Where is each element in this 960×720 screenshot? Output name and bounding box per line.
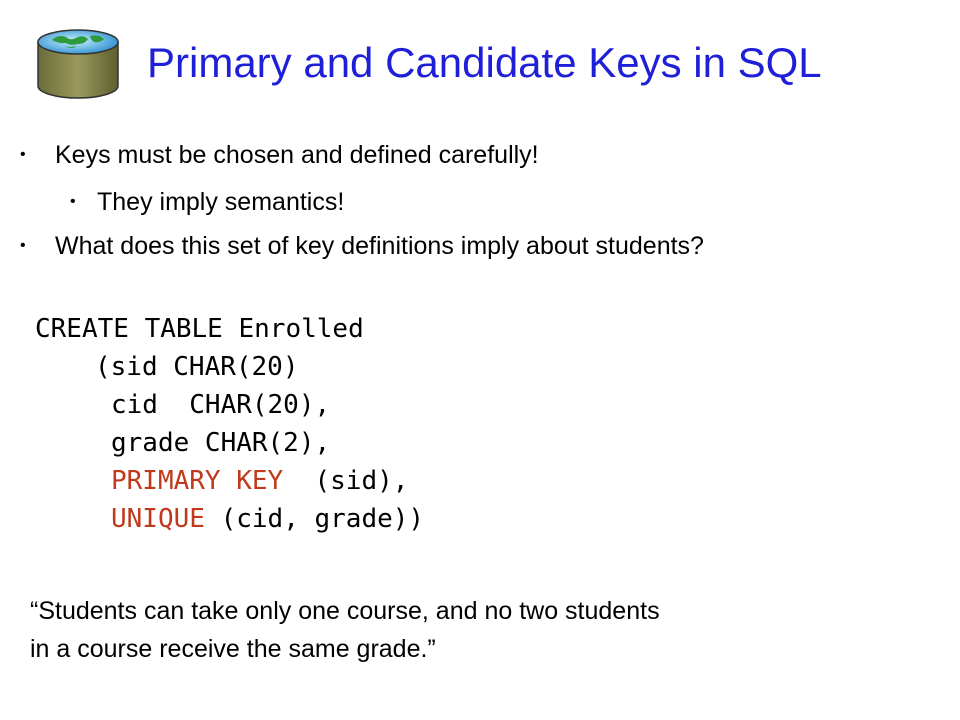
bullet-imply-semantics: [70, 186, 345, 218]
code-line-cid: cid CHAR(20),: [111, 390, 331, 420]
quote-line-2: in a course receive the same grade.”: [30, 635, 436, 663]
bullet-text: What does this set of key definitions imply about students?: [55, 232, 704, 260]
code-line-grade: grade CHAR(2),: [111, 428, 331, 458]
slide-title: Primary and Candidate Keys in SQL: [147, 39, 822, 86]
bullet-key-question: [20, 230, 704, 262]
code-line-unique: [35, 500, 424, 538]
database-globe-icon: [34, 28, 122, 100]
primary-key-keyword: PRIMARY KEY: [111, 466, 284, 496]
unique-columns: (cid, grade)): [204, 504, 425, 534]
answer-quote: [30, 592, 660, 668]
bullet-keys-chosen: [20, 139, 539, 171]
code-line-create-table: CREATE TABLE Enrolled: [35, 314, 364, 344]
unique-keyword: UNIQUE: [111, 504, 205, 534]
code-line-primary-key: [35, 462, 424, 500]
bullet-text: Keys must be chosen and defined carefully!: [55, 141, 539, 169]
primary-key-columns: (sid),: [283, 466, 409, 496]
bullet-text: They imply semantics!: [97, 188, 345, 216]
bullet-icon: •: [70, 193, 76, 210]
bullet-icon: •: [20, 237, 26, 254]
code-line-sid: (sid CHAR(20): [95, 352, 299, 382]
bullet-icon: •: [20, 146, 26, 163]
sql-code-block: [35, 310, 424, 538]
quote-line-1: “Students can take only one course, and no two students: [30, 597, 660, 625]
